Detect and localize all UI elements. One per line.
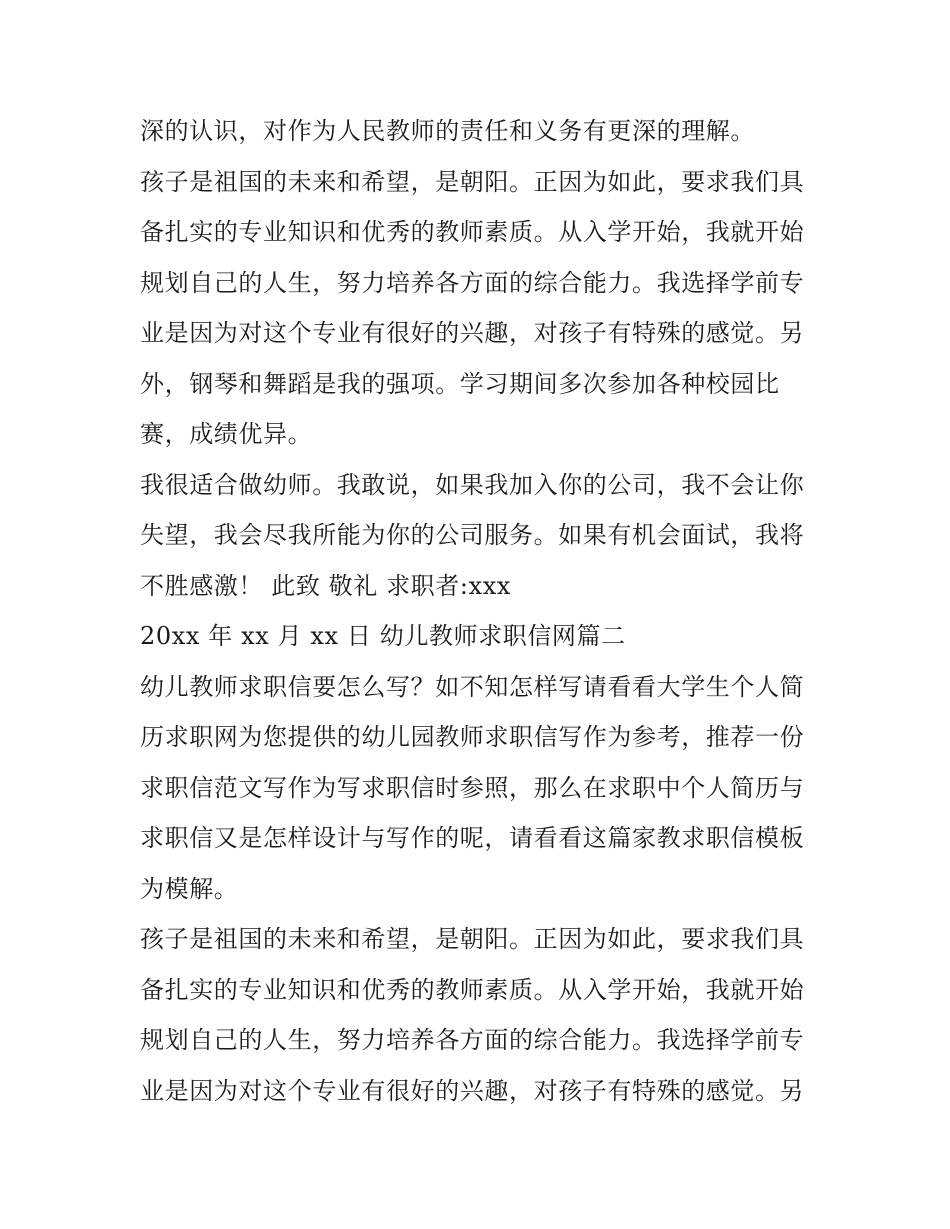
- text-line: 历求职网为您提供的幼儿园教师求职信写作为参考，推荐一份: [140, 723, 805, 751]
- text-line: 深的认识，对作为人民教师的责任和义务有更深的理解。: [140, 117, 755, 145]
- text-line: 不胜感激！ 此致 敬礼 求职者:xxx: [140, 571, 511, 600]
- text-line: 规划自己的人生，努力培养各方面的综合能力。我选择学前专: [140, 1026, 805, 1054]
- text-line: 外，钢琴和舞蹈是我的强项。学习期间多次参加各种校园比: [140, 369, 780, 398]
- text-line: 赛，成绩优异。: [140, 420, 313, 448]
- text-line: 备扎实的专业知识和优秀的教师素质。从入学开始，我就开始: [140, 975, 805, 1004]
- text-line: 为模解。: [140, 874, 239, 903]
- text-line: 业是因为对这个专业有很好的兴趣，对孩子有特殊的感觉。另: [140, 319, 805, 347]
- text-line: 规划自己的人生，努力培养各方面的综合能力。我选择学前专: [140, 268, 805, 297]
- text-line: 求职信范文写作为写求职信时参照，那么在求职中个人简历与: [140, 773, 805, 802]
- text-line: 孩子是祖国的未来和希望，是朝阳。正因为如此，要求我们具: [140, 167, 805, 196]
- text-line: 幼儿教师求职信要怎么写？如不知怎样写请看看大学生个人简: [140, 672, 805, 701]
- text-line: 求职信又是怎样设计与写作的呢，请看看这篇家教求职信模板: [140, 824, 805, 852]
- text-line: 孩子是祖国的未来和希望，是朝阳。正因为如此，要求我们具: [140, 925, 805, 953]
- document-body: [140, 106, 820, 1116]
- text-line: 业是因为对这个专业有很好的兴趣，对孩子有特殊的感觉。另: [140, 1076, 805, 1105]
- text-line: 20xx 年 xx 月 xx 日 幼儿教师求职信网篇二: [140, 622, 626, 650]
- text-line: 备扎实的专业知识和优秀的教师素质。从入学开始，我就开始: [140, 218, 805, 246]
- text-line: 失望，我会尽我所能为你的公司服务。如果有机会面试，我将: [140, 521, 805, 549]
- text-line: 我很适合做幼师。我敢说，如果我加入你的公司，我不会让你: [140, 470, 805, 499]
